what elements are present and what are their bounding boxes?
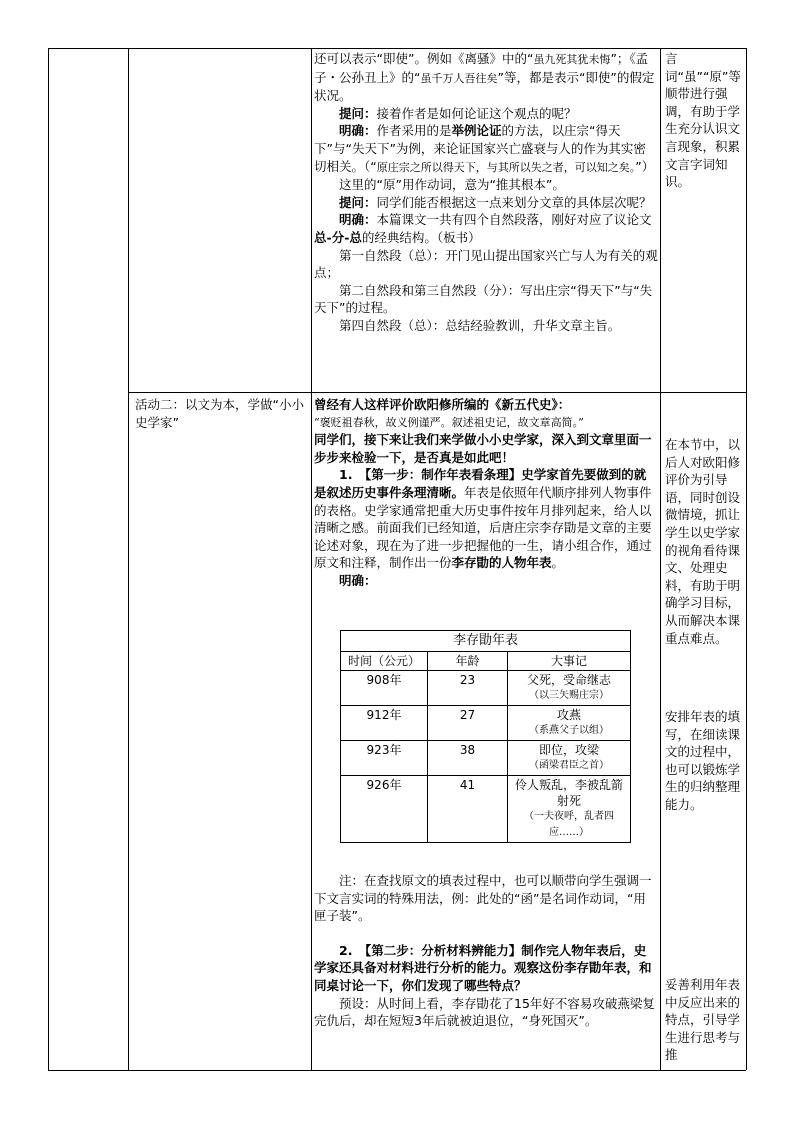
cell-age: 27 [428, 706, 508, 741]
table-border-right [746, 48, 747, 1070]
design-intent-text: 安排年表的填写，在细读课文的过程中，也可以锻炼学生的归纳整理能力。 [665, 709, 741, 812]
table-row [341, 671, 631, 706]
cell-year: 908年 [341, 671, 428, 706]
table-header-row [341, 652, 631, 671]
design-intent-text: 妥善利用年表中反应出来的特点，引导学生进行思考与推 [665, 977, 741, 1063]
structure-para-3 [314, 317, 658, 335]
text-bold: 李存勖的人物年表 [451, 555, 552, 571]
paragraph-xu-usage [314, 50, 658, 105]
cell-year: 912年 [341, 706, 428, 741]
text-span: 明确： [339, 572, 377, 588]
answer-text: 的方法，以庄宗“得天下”与“失天下”为例，来论证国家兴亡盛衰与人的作为其实密切相关。（“ [314, 123, 646, 174]
text-span: 还可以表示“即使”。例如《离骚》中的“ [314, 51, 534, 66]
step-1 [314, 466, 658, 572]
step-2 [314, 942, 658, 995]
answer-1 [314, 122, 658, 176]
text-span: 预设：从时间上看，李存勖花了15年好不容易攻破燕梁复完仇后，却在短短3年后就被迫退位，“身死国灭”。 [314, 995, 655, 1029]
answer-bold: 举例论证 [451, 123, 502, 139]
question-text: 接着作者是如何论证这个观点的呢？ [376, 105, 577, 121]
text-span: 年表是依照年代顺序排列人物事件的表格。史学家通常把重大历史事件按年月排列起来，给人以清晰之感。前面我们已经知道，后唐庄宗李存勖是文章的主要论述对象，现在为了进一步把握他的一生，请小组合作，通过原文和注释，制作出一份 [314, 484, 652, 571]
answer-text: ”） [635, 158, 655, 174]
text-span: 。 [551, 555, 565, 571]
activity-title-text: 活动二：以文为本，学做“小小史学家” [135, 397, 304, 430]
question-label: 提问： [339, 105, 377, 121]
answer-text: 作者采用的是 [376, 123, 452, 139]
event-note: （以三矢赐庄宗） [529, 690, 609, 701]
text-span: 第四自然段（总）：总结经验教训，升华文章主旨。 [339, 317, 621, 333]
cell-age: 23 [428, 671, 508, 706]
design-intent-top [665, 50, 741, 191]
intro-bold [314, 396, 658, 414]
answer-label: 明确： [339, 212, 377, 228]
design-intent-step2 [665, 976, 741, 1064]
event-text: 即位，攻梁 [538, 743, 599, 757]
header-age: 年龄 [428, 652, 508, 671]
quote-span: “褒贬祖春秋，故义例谨严。叙述祖史记，故文章高简。” [314, 415, 584, 429]
cell-age: 38 [428, 741, 508, 776]
teaching-content-step2 [314, 872, 658, 1030]
cell-event [508, 706, 631, 741]
cell-year: 926年 [341, 776, 428, 843]
question-label: 提问： [339, 194, 377, 210]
quote-span: 虽九死其犹未悔 [533, 53, 611, 66]
question-1 [314, 105, 658, 123]
question-text: 同学们能否根据这一点来划分文章的具体层次呢？ [376, 194, 652, 210]
event-text: 父死，受命继志 [526, 673, 611, 687]
table-border-left [48, 48, 49, 1070]
text-span: 第一自然段（总）：开门见山提出国家兴亡与人为有关的观点； [314, 247, 658, 281]
text-span: 曾经有人这样评价欧阳修所编的《新五代史》： [314, 397, 571, 412]
row-divider [128, 392, 746, 393]
answer-text: 本篇课文一共有四个自然段落，刚好对应了议论文 [376, 212, 652, 228]
table-row [341, 776, 631, 843]
text-span: ”等，都是表示“即使”的假定状况。 [314, 69, 655, 104]
activity-title [135, 396, 307, 431]
step-title: 2. 【第二步：分析材料辨能力】 [339, 942, 522, 958]
event-note: （一夫夜呼，乱者四应……） [524, 811, 614, 838]
table-divider-2 [311, 48, 312, 1070]
table-title-row [341, 631, 631, 652]
header-event: 大事记 [508, 652, 631, 671]
table-border-top [48, 48, 746, 49]
event-text: 伶人叛乱，李被乱箭射死 [514, 778, 623, 808]
structure-para-2 [314, 282, 658, 317]
table-divider-1 [128, 48, 129, 1070]
table-border-bottom [48, 1070, 746, 1071]
text-span: 注：在查找原文的填表过程中，也可以顺带向学生强调一下文言实词的特殊用法，例：此处的“函”是名词作动词，“用匣子装”。 [314, 873, 652, 924]
li-cunxu-chronology-table [340, 630, 631, 843]
structure-para-1 [314, 247, 658, 282]
answer-label: 明确： [339, 123, 377, 139]
answer-2 [314, 211, 658, 246]
paragraph-yuan-usage [314, 176, 658, 194]
teaching-content-activity [314, 396, 658, 590]
answer-text: 的经典结构。（板书） [361, 229, 481, 245]
cell-event [508, 776, 631, 843]
cell-event [508, 671, 631, 706]
teaching-content-top [314, 50, 658, 335]
design-intent-table [665, 708, 741, 814]
text-span: 同学们，接下来让我们来学做小小史学家，深入到文章里面一步步来检验一下，是否真是如此吧！ [314, 432, 652, 465]
event-note: （函梁君臣之首） [529, 760, 609, 771]
header-time: 时间（公元） [341, 652, 428, 671]
text-span: 第二自然段和第三自然段（分）：写出庄宗“得天下”与“失天下”的过程。 [314, 282, 653, 316]
text-span: ”；《孟子・公孙丑上》的“ [314, 51, 649, 85]
answer-bold: 总-分-总 [314, 229, 362, 245]
cell-age: 41 [428, 776, 508, 843]
quote-span: 原庄宗之所以得天下，与其所以失之者，可以知之矣。 [376, 160, 636, 174]
table-row [341, 741, 631, 776]
text-bold: 制作完人物年表后，史学家还具备对材料进行分析的能力。观察这份李存勖年表，和同桌讨论一下，你们发现了哪些特点？ [314, 942, 652, 993]
table-title: 李存勖年表 [341, 631, 631, 652]
design-intent-text: 言词“虽”“原”等顺带进行强调，有助于学生充分认识文言现象，积累文言字词知识。 [665, 51, 741, 190]
answer-label-table [314, 572, 658, 590]
event-text: 攻燕 [556, 708, 581, 722]
question-2 [314, 194, 658, 212]
presupposition [314, 995, 658, 1030]
cell-event [508, 741, 631, 776]
quote-span: 虽千万人吾往矣 [420, 71, 498, 85]
design-intent-text: 在本节中，以后人对欧阳修评价为引导语，同时创设微情境，抓让学生以史学家的视角看待课文、处理史料，有助于明确学习目标，从而解决本课重点难点。 [665, 437, 741, 646]
cell-year: 923年 [341, 741, 428, 776]
design-intent-activity [665, 436, 741, 647]
table-divider-3 [660, 48, 661, 1070]
event-note: （系燕父子以组） [529, 725, 609, 736]
intro-quote [314, 414, 658, 432]
invite-text [314, 431, 658, 466]
step-title: 1. 【第一步：制作年表看条理】史学家首先要做到的就是叙述历史事件条理清晰。 [314, 467, 647, 500]
table-row [341, 706, 631, 741]
text-span: 这里的“原”用作动词，意为“推其根本”。 [339, 177, 565, 193]
note-paragraph [314, 872, 658, 925]
